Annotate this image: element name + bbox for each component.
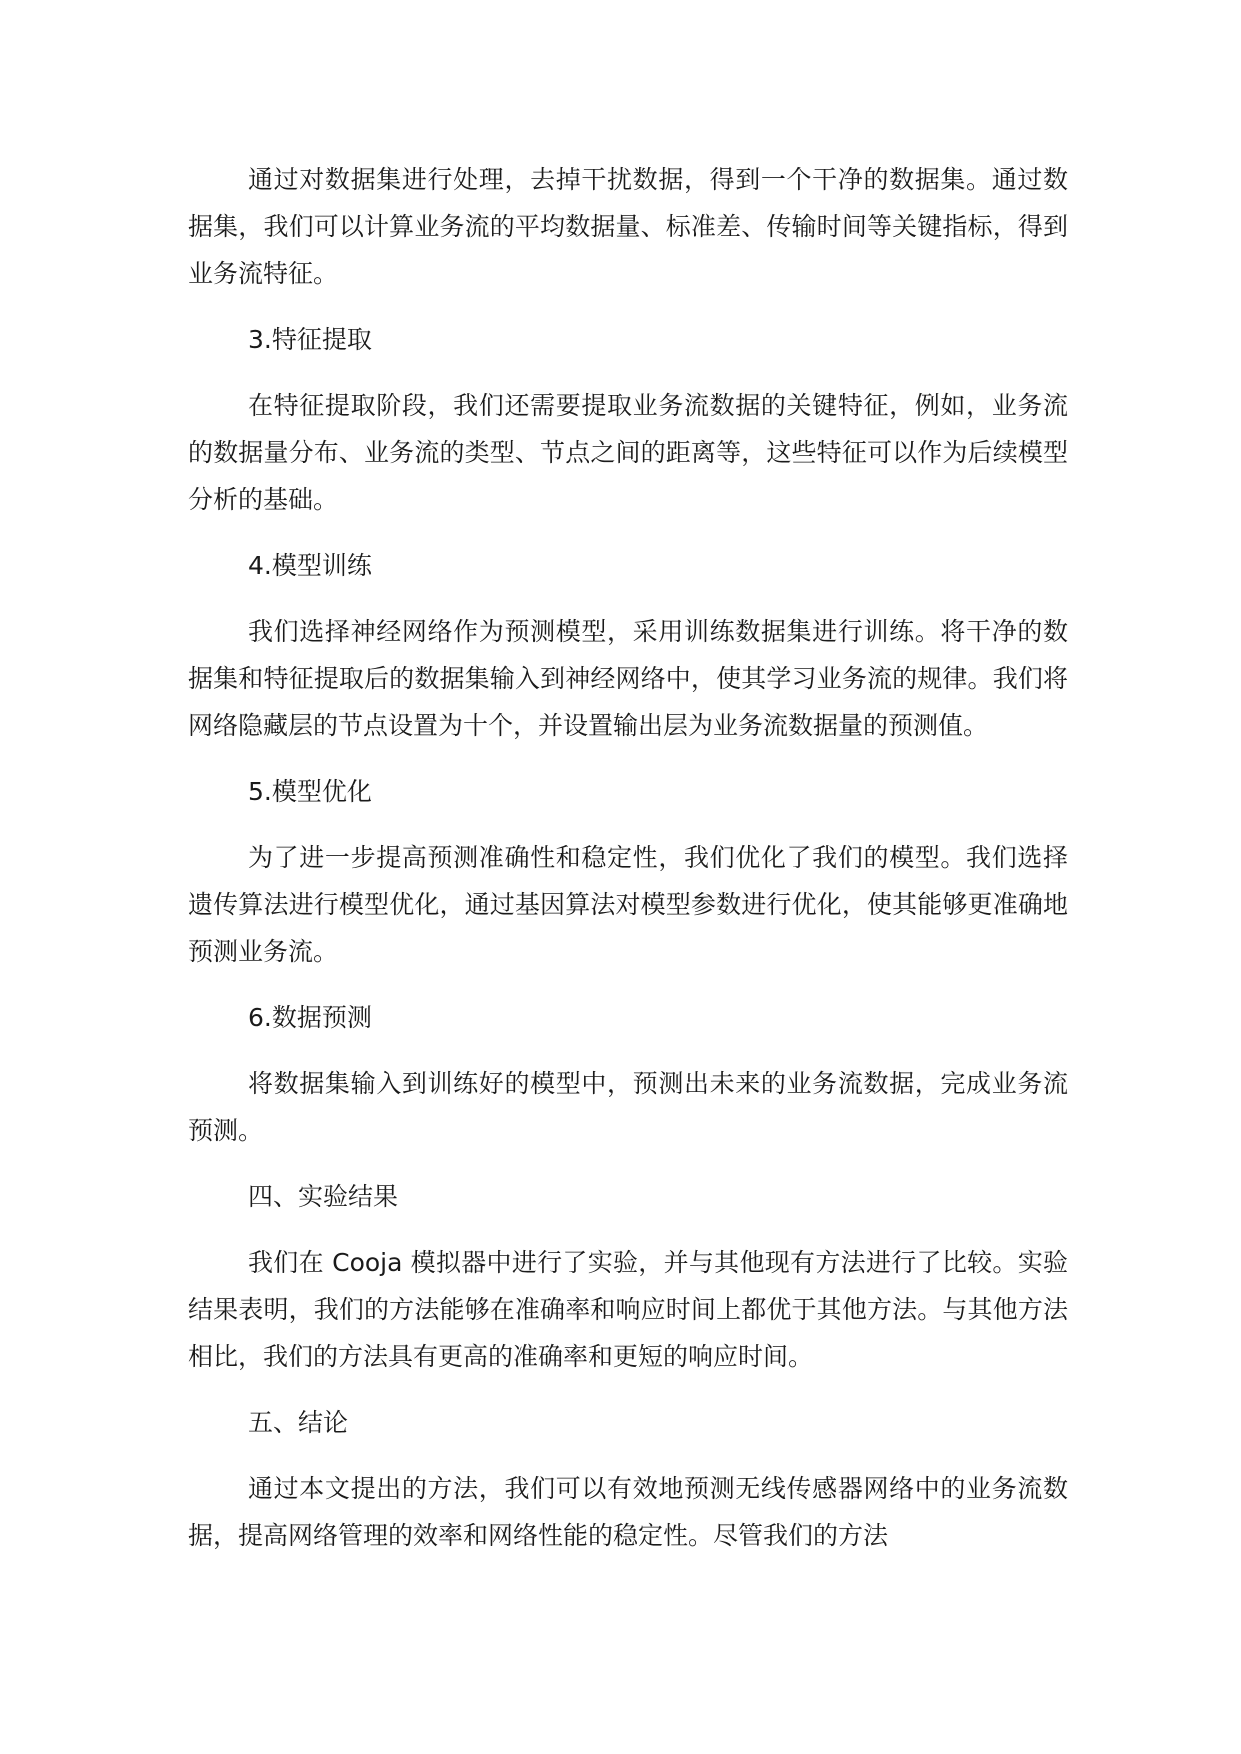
section-heading-model-training: 4.模型训练 — [248, 551, 372, 580]
section-heading-model-optimization: 5.模型优化 — [248, 777, 372, 806]
section-heading-feature-extraction: 3.特征提取 — [248, 325, 372, 354]
paragraph-model-optimization: 为了进一步提高预测准确性和稳定性，我们优化了我们的模型。我们选择遗传算法进行模型优化，通过基因算法对模型参数进行优化，使其能够更准确地预测业务流。 — [188, 843, 1068, 966]
paragraph-data-cleaning: 通过对数据集进行处理，去掉干扰数据，得到一个干净的数据集。通过数据集，我们可以计算业务流的平均数据量、标准差、传输时间等关键指标，得到业务流特征。 — [188, 165, 1068, 288]
paragraph-model-training: 我们选择神经网络作为预测模型，采用训练数据集进行训练。将干净的数据集和特征提取后的数据集输入到神经网络中，使其学习业务流的规律。我们将网络隐藏层的节点设置为十个，并设置输出层为业务流数据量的预测值。 — [188, 617, 1068, 740]
paragraph-conclusion: 通过本文提出的方法，我们可以有效地预测无线传感器网络中的业务流数据，提高网络管理的效率和网络性能的稳定性。尽管我们的方法 — [188, 1474, 1068, 1550]
section-heading-experiment-results: 四、实验结果 — [248, 1182, 399, 1211]
paragraph-data-prediction: 将数据集输入到训练好的模型中，预测出未来的业务流数据，完成业务流预测。 — [188, 1069, 1068, 1145]
section-heading-data-prediction: 6.数据预测 — [248, 1003, 372, 1032]
paragraph-experiment-results: 我们在 Cooja 模拟器中进行了实验，并与其他现有方法进行了比较。实验结果表明，我们的方法能够在准确率和响应时间上都优于其他方法。与其他方法相比，我们的方法具有更高的准确率和更短的响应时间。 — [188, 1248, 1068, 1371]
paragraph-feature-extraction: 在特征提取阶段，我们还需要提取业务流数据的关键特征，例如，业务流的数据量分布、业务流的类型、节点之间的距离等，这些特征可以作为后续模型分析的基础。 — [188, 391, 1068, 514]
section-heading-conclusion: 五、结论 — [248, 1408, 349, 1437]
document-body — [188, 156, 1068, 1578]
